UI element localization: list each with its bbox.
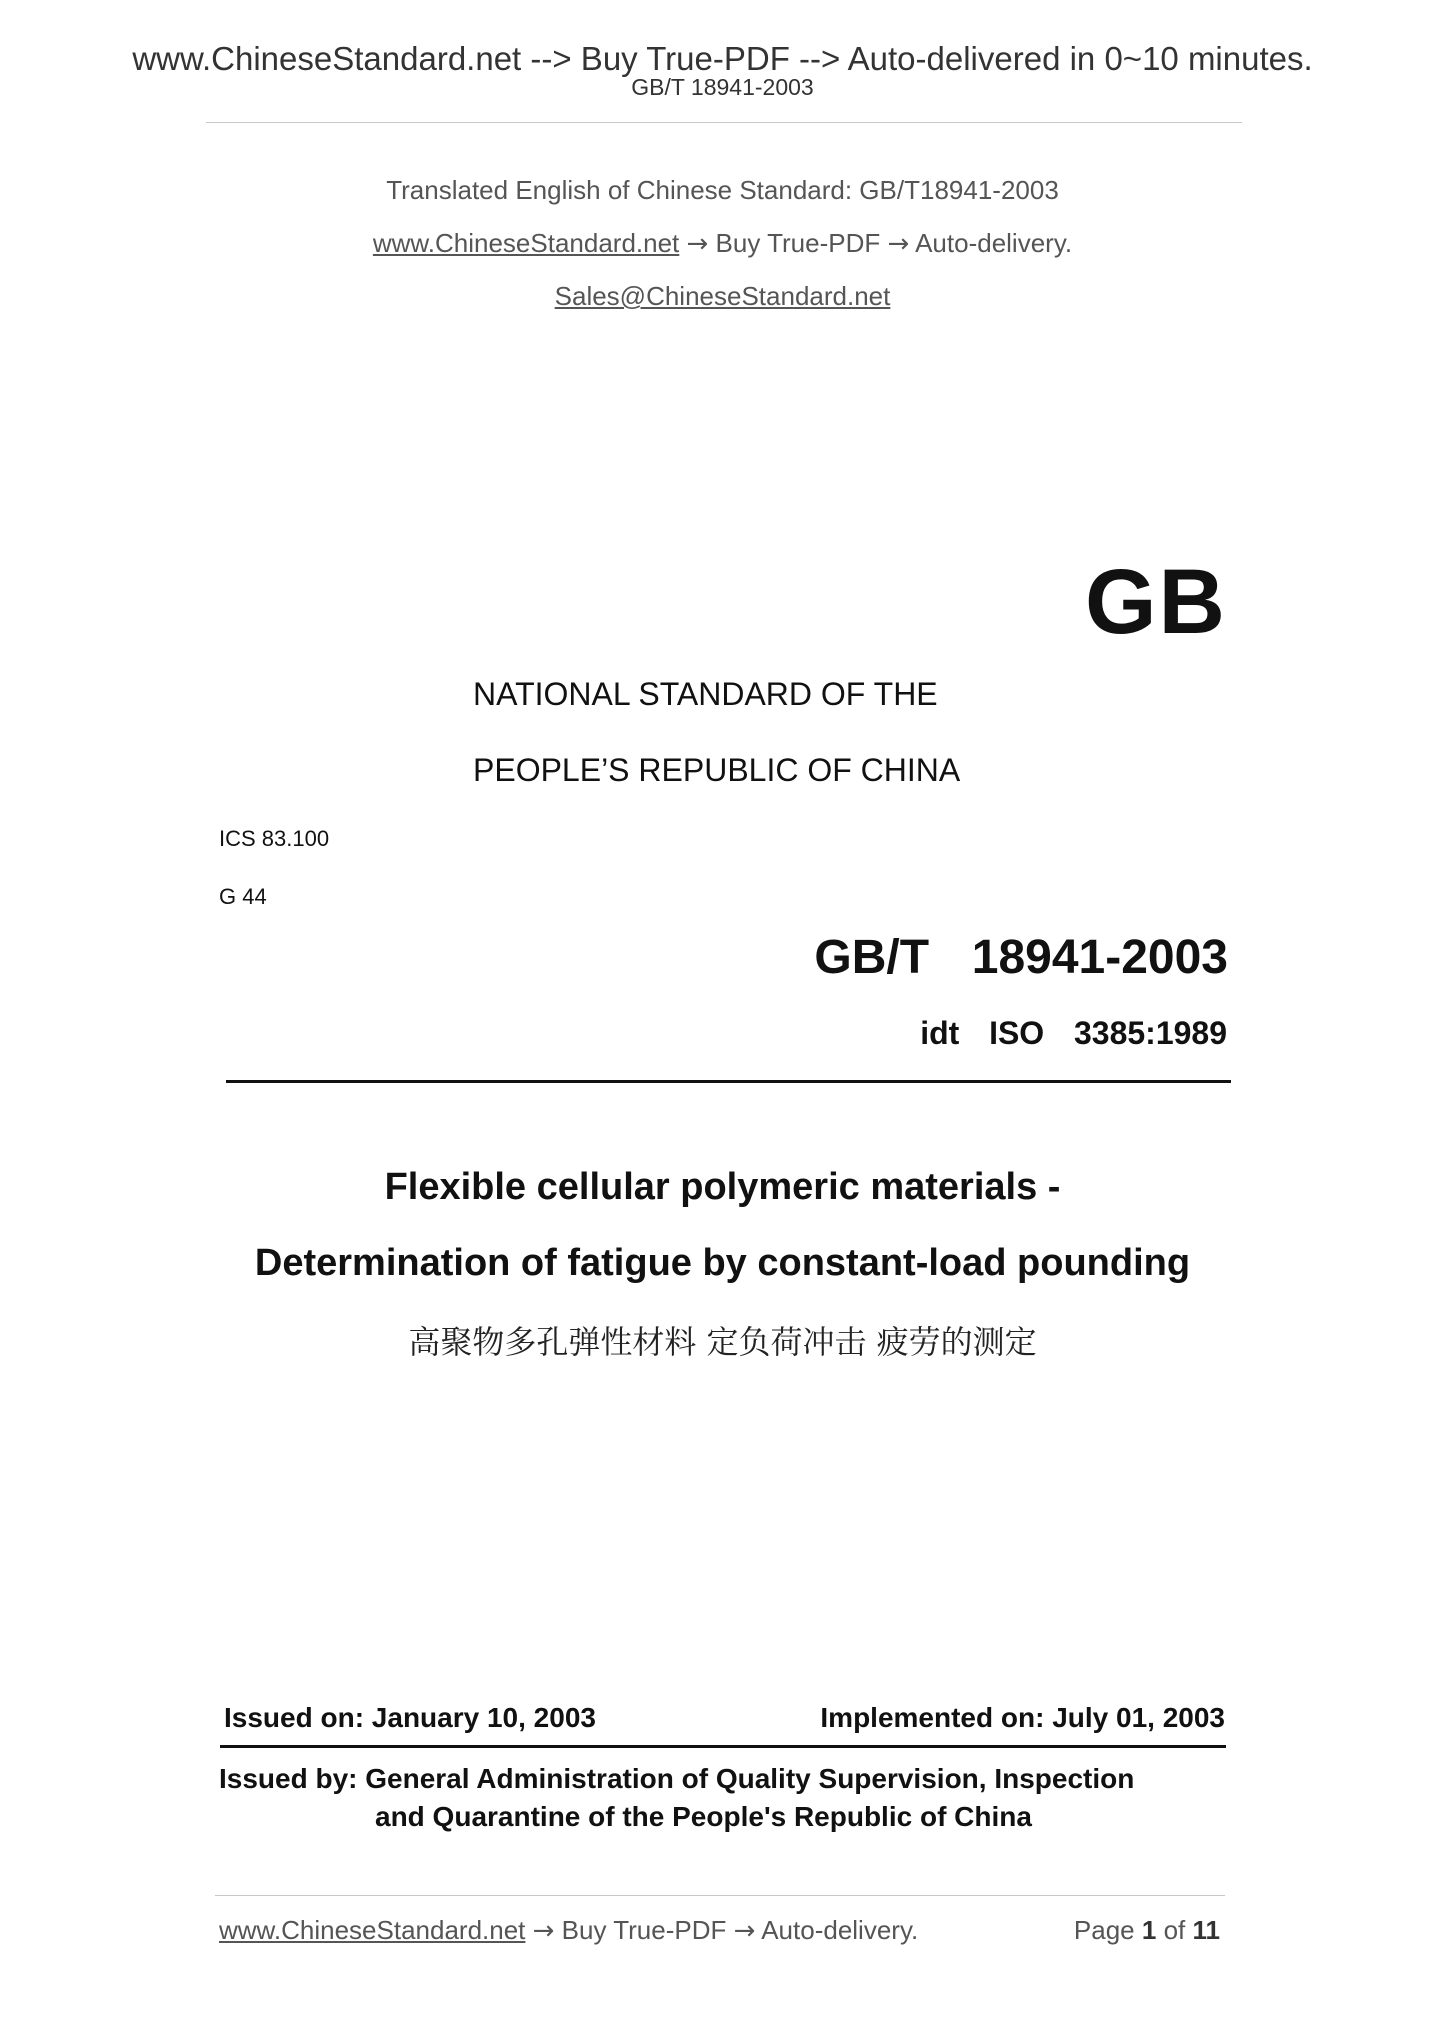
arrow-right-icon: → [532, 1916, 555, 1946]
footer-delivery-text: Auto-delivery. [761, 1915, 919, 1945]
national-standard-line1: NATIONAL STANDARD OF THE [473, 676, 938, 712]
arrow-right-icon: → [686, 229, 709, 259]
idt-reference: idt ISO 3385:1989 [920, 1015, 1227, 1051]
title-divider [226, 1080, 1231, 1083]
footer-divider [215, 1895, 1225, 1896]
site-link[interactable]: www.ChineseStandard.net [372, 228, 680, 258]
gb-logo: GB [1085, 551, 1227, 653]
standard-number: GB/T 18941-2003 [814, 931, 1228, 984]
issued-by-line1: Issued by: General Administration of Quality Supervision, Inspection [219, 1763, 1135, 1794]
footer-buy-text: Buy True-PDF [561, 1915, 727, 1945]
page-indicator [1074, 1915, 1220, 1946]
page-total: 11 [1192, 1915, 1220, 1945]
header-divider [206, 122, 1242, 123]
arrow-right-icon: → [887, 229, 910, 259]
implemented-on-date: Implemented on: July 01, 2003 [820, 1702, 1225, 1733]
issued-by-line2: and Quarantine of the People's Republic of China [375, 1801, 1032, 1832]
title-en-line1: Flexible cellular polymeric materials - [384, 1166, 1061, 1208]
email-line [0, 281, 1445, 312]
ccs-code: G 44 [219, 884, 267, 909]
issued-by [219, 1760, 1219, 1836]
footer-buy-line [219, 1915, 918, 1946]
page-label: Page [1073, 1915, 1135, 1945]
footer-site-link[interactable]: www.ChineseStandard.net [219, 1915, 526, 1945]
national-standard-line2: PEOPLE’S REPUBLIC OF CHINA [473, 752, 961, 788]
ics-code: ICS 83.100 [219, 826, 330, 851]
buy-text: Buy True-PDF [715, 228, 881, 258]
issued-on-date: Issued on: January 10, 2003 [224, 1702, 596, 1733]
sales-email-link[interactable]: Sales@ChineseStandard.net [554, 281, 891, 311]
translated-notice: Translated English of Chinese Standard: GB/T18941-2003 [386, 175, 1059, 205]
header-doc-code: GB/T 18941-2003 [631, 74, 814, 100]
title-en-line2: Determination of fatigue by constant-load pounding [254, 1242, 1191, 1284]
arrow-right-icon: → [733, 1916, 756, 1946]
page-current: 1 [1141, 1915, 1157, 1945]
delivery-text: Auto-delivery. [915, 228, 1073, 258]
title-zh: 高聚物多孔弹性材料 定负荷冲击 疲劳的测定 [408, 1323, 1037, 1361]
buy-line [0, 228, 1445, 259]
of-label: of [1163, 1915, 1186, 1945]
header-banner: www.ChineseStandard.net --> Buy True-PDF --> Auto-delivered in 0~10 minutes. [132, 40, 1313, 77]
issue-divider [220, 1745, 1226, 1748]
